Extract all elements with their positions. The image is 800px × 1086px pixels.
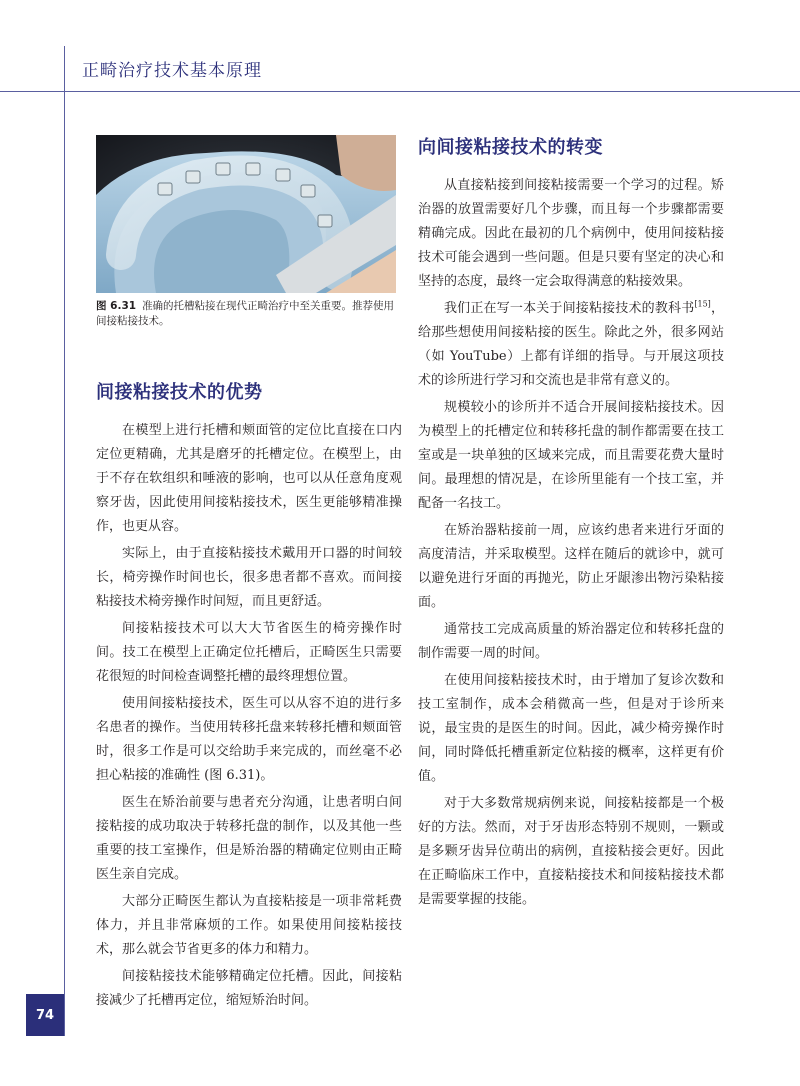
right-paragraph: 在矫治器粘接前一周，应该约患者来进行牙面的高度清洁，并采取模型。这样在随后的就诊中，就可以避免进行牙面的再抛光，防止牙龈渗出物污染粘接面。 [418, 523, 724, 610]
right-paragraph: 在使用间接粘接技术时，由于增加了复诊次数和技工室制作，成本会稍微高一些，但是对于诊所来说，最宝贵的是医生的时间。因此，减少椅旁操作时间，同时降低托槽重新定位粘接的概率，这样更有价值。 [418, 673, 724, 784]
right-paragraph [418, 297, 724, 393]
left-paragraph: 实际上，由于直接粘接技术戴用开口器的时间较长，椅旁操作时间也长，很多患者都不喜欢。而间接粘接技术椅旁操作时间短，而且更舒适。 [96, 546, 402, 609]
left-paragraph: 在模型上进行托槽和颊面管的定位比直接在口内定位更精确，尤其是磨牙的托槽定位。在模型上，由于不存在软组织和唾液的影响，也可以从任意角度观察牙齿，因此使用间接粘接技术，医生更能够精准操作，也更从容。 [96, 423, 402, 534]
page-number: 74 [26, 994, 64, 1036]
right-paragraph-text: 我们正在写一本关于间接粘接技术的教科书 [444, 301, 695, 316]
left-section-heading: 间接粘接技术的优势 [96, 382, 263, 403]
right-paragraph: 从直接粘接到间接粘接需要一个学习的过程。矫治器的放置需要好几个步骤，而且每一个步骤都需要精确完成。因此在最初的几个病例中，使用间接粘接技术可能会遇到一些问题。但是只要有坚定的决心和坚持的态度，最终一定会取得满意的粘接效果。 [418, 178, 724, 289]
figure-caption-text: 准确的托槽粘接在现代正畸治疗中至关重要。推荐使用间接粘接技术。 [96, 300, 395, 327]
right-section-heading: 向间接粘接技术的转变 [418, 137, 603, 158]
figure-photo-dental-model [96, 135, 396, 293]
left-paragraph: 医生在矫治前要与患者充分沟通，让患者明白间接粘接的成功取决于转移托盘的制作，以及其他一些重要的技工室操作，但是矫治器的精确定位则由正畸医生亲自完成。 [96, 795, 402, 882]
left-column [96, 419, 402, 1013]
left-paragraph: 使用间接粘接技术，医生可以从容不迫的进行多名患者的操作。当使用转移托盘来转移托槽和颊面管时，很多工作是可以交给助手来完成的，而丝毫不必担心粘接的准确性 (图 6.31)。 [96, 696, 402, 783]
citation-ref: [15] [694, 299, 711, 309]
left-paragraph: 间接粘接技术能够精确定位托槽。因此，间接粘接减少了托槽再定位，缩短矫治时间。 [96, 969, 402, 1008]
right-paragraph-text: ，给那些想使用间接粘接的医生。除此之外，很多网站（如 YouTube）上都有详细的指导。与开展这项技术的诊所进行学习和交流也是非常有意义的。 [418, 301, 724, 388]
left-paragraph: 大部分正畸医生都认为直接粘接是一项非常耗费体力，并且非常麻烦的工作。如果使用间接粘接技术，那么就会节省更多的体力和精力。 [96, 894, 402, 957]
right-paragraph: 规模较小的诊所并不适合开展间接粘接技术。因为模型上的托槽定位和转移托盘的制作都需要在技工室或是一块单独的区域来完成，而且需要花费大量时间。最理想的情况是，在诊所里能有一个技工室，并配备一名技工。 [418, 400, 724, 511]
figure-label: 图 6.31 [96, 300, 137, 312]
right-paragraph: 通常技工完成高质量的矫治器定位和转移托盘的制作需要一周的时间。 [418, 622, 724, 661]
left-paragraph: 间接粘接技术可以大大节省医生的椅旁操作时间。技工在模型上正确定位托槽后，正畸医生只需要花很短的时间检查调整托槽的最终理想位置。 [96, 621, 402, 684]
figure-caption [96, 299, 402, 329]
right-paragraph: 对于大多数常规病例来说，间接粘接都是一个极好的方法。然而，对于牙齿形态特别不规则，一颗或是多颗牙齿异位萌出的病例，直接粘接会更好。因此在正畸临床工作中，直接粘接技术和间接粘接技术都是需要掌握的技能。 [418, 796, 724, 907]
right-column [418, 174, 724, 912]
margin-rule [64, 46, 65, 1036]
header-rule [0, 91, 800, 92]
running-header: 正畸治疗技术基本原理 [82, 61, 262, 81]
